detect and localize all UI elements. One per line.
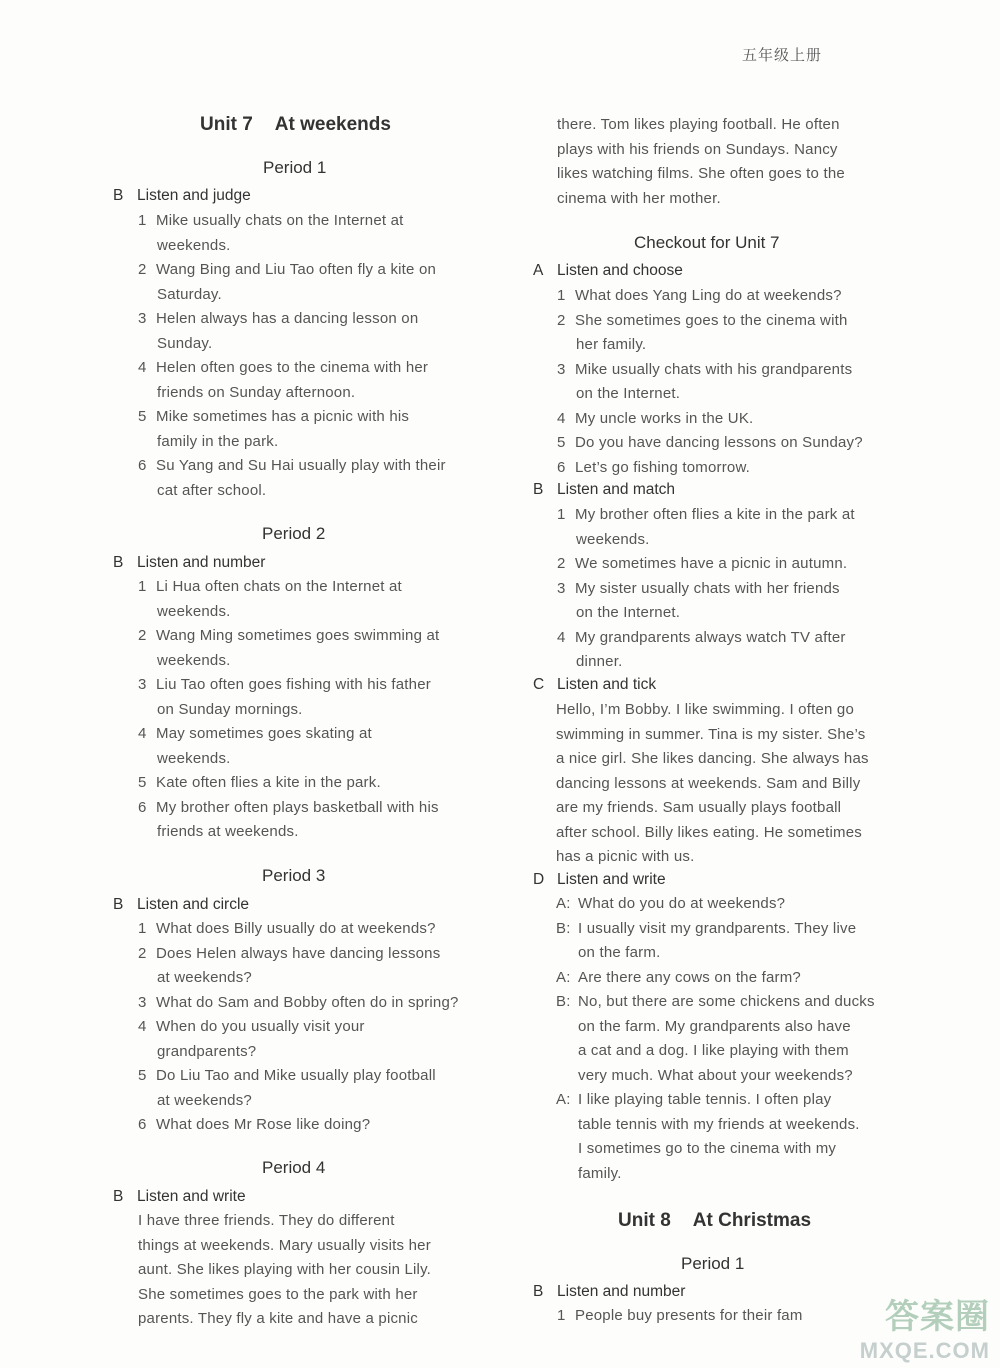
passage-line (556, 726, 865, 743)
section-title: Listen and judge (137, 187, 251, 204)
line-text: My brother often flies a kite in the park at (575, 506, 855, 523)
list-item (557, 459, 750, 476)
watermark-site: MXQE.COM (859, 1338, 990, 1363)
list-item (138, 578, 402, 595)
item-number: 4 (557, 409, 566, 427)
item-number: 2 (138, 261, 147, 278)
list-item-continuation (157, 652, 231, 669)
section-letter: B (113, 1188, 124, 1205)
unit7-title (200, 114, 391, 136)
list-item-continuation (576, 385, 680, 402)
list-item (557, 361, 852, 378)
item-number: 3 (138, 310, 147, 327)
line-text: parents. They fly a kite and have a picnic (138, 1310, 418, 1327)
list-item (138, 457, 446, 474)
section-heading (113, 554, 265, 572)
line-text: May sometimes goes skating at (156, 725, 372, 742)
item-number: 1 (557, 1307, 566, 1324)
unit8-number: Unit 8 (618, 1210, 671, 1231)
section-letter: B (113, 896, 124, 913)
list-item (557, 287, 842, 304)
passage-line (138, 1286, 418, 1303)
line-text: My sister usually chats with her friends (575, 579, 840, 597)
item-number: 5 (557, 434, 566, 451)
item-number: 1 (138, 920, 147, 937)
list-item (138, 1067, 436, 1084)
line-text: What does Billy usually do at weekends? (156, 920, 436, 937)
line-text: What do Sam and Bobby often do in spring? (156, 993, 459, 1011)
line-text: What do you do at weekends? (578, 895, 786, 912)
passage-line (556, 848, 694, 865)
unit8-name: At Christmas (692, 1210, 812, 1231)
dialog-continuation (578, 1018, 851, 1035)
list-item (557, 1307, 803, 1324)
item-number: 4 (557, 628, 566, 646)
item-number: 3 (557, 360, 566, 378)
section-heading (533, 676, 656, 694)
item-number: 3 (557, 579, 566, 597)
line-text: She sometimes goes to the cinema with (575, 311, 848, 329)
item-number: 2 (138, 944, 147, 962)
list-item (138, 994, 459, 1011)
passage-line (138, 1310, 418, 1327)
section-heading (533, 262, 683, 280)
list-item-continuation (157, 701, 303, 718)
line-text: Li Hua often chats on the Internet at (156, 578, 402, 595)
list-item-continuation (157, 603, 231, 620)
line-text: Liu Tao often goes fishing with his father (156, 676, 431, 693)
item-number: 4 (138, 1018, 147, 1035)
line-text: grandparents? (157, 1042, 257, 1060)
line-text: Mike usually chats with his grandparents (575, 360, 853, 378)
item-number: 5 (138, 1067, 147, 1084)
line-text: Wang Bing and Liu Tao often fly a kite on (156, 261, 437, 278)
item-number: 4 (138, 725, 147, 742)
section-letter: B (533, 481, 544, 498)
list-item-continuation (157, 433, 278, 450)
list-item (557, 629, 846, 646)
dialog-line (556, 920, 856, 937)
item-number: 2 (557, 555, 566, 572)
line-text: on Sunday mornings. (157, 700, 303, 718)
period3-heading: Period 3 (262, 866, 326, 885)
site-watermark (860, 1289, 990, 1364)
list-item (557, 506, 855, 523)
line-text: swimming in summer. Tina is my sister. She’s (556, 725, 866, 743)
line-text: plays with his friends on Sundays. Nancy (557, 140, 838, 158)
speaker-label: A: (556, 895, 571, 912)
list-item (138, 359, 428, 376)
line-text: I sometimes go to the cinema with my (578, 1140, 837, 1157)
passage-line (138, 1261, 431, 1278)
line-text: weekends. (157, 651, 231, 669)
line-text: Are there any cows on the farm? (578, 968, 801, 986)
list-item-continuation (157, 335, 212, 352)
line-text: friends on Sunday afternoon. (157, 383, 356, 401)
section-title: Listen and tick (557, 676, 657, 693)
item-number: 5 (138, 774, 147, 791)
section-title: Listen and write (137, 1188, 246, 1205)
u8-period1-heading: Period 1 (681, 1254, 745, 1273)
passage-line (557, 190, 721, 207)
dialog-line (556, 969, 801, 986)
line-text: Mike usually chats on the Internet at (156, 212, 404, 229)
line-text: Does Helen always have dancing lessons (156, 944, 441, 962)
section-heading (113, 1188, 246, 1206)
dialog-continuation (578, 1165, 622, 1182)
passage-line (557, 141, 838, 158)
line-text: family. (578, 1164, 622, 1182)
line-text: cinema with her mother. (557, 189, 721, 207)
grade-label: 五年级上册 (742, 47, 823, 64)
speaker-label: B: (556, 919, 571, 937)
item-number: 4 (138, 359, 147, 376)
passage-line (556, 799, 841, 816)
list-item (138, 408, 409, 425)
section-letter: B (113, 554, 124, 571)
line-text: Do you have dancing lessons on Sunday? (575, 434, 863, 451)
item-number: 3 (138, 676, 147, 693)
line-text: Do Liu Tao and Mike usually play football (156, 1067, 436, 1084)
list-item-continuation (576, 531, 650, 548)
passage-line (557, 165, 845, 182)
line-text: on the farm. My grandparents also have (578, 1017, 851, 1035)
list-item-continuation (576, 653, 622, 670)
line-text: What does Yang Ling do at weekends? (575, 287, 842, 304)
line-text: Wang Ming sometimes goes swimming at (156, 627, 440, 644)
section-title: Listen and choose (557, 262, 683, 279)
line-text: her family. (576, 336, 647, 353)
item-number: 1 (557, 287, 566, 304)
checkout-heading: Checkout for Unit 7 (634, 233, 780, 252)
line-text: Saturday. (157, 285, 222, 303)
list-item (138, 1116, 370, 1133)
item-number: 1 (138, 212, 147, 229)
list-item-continuation (576, 336, 646, 353)
section-letter: A (533, 262, 544, 279)
list-item-continuation (157, 750, 231, 767)
line-text: at weekends? (157, 1091, 252, 1109)
line-text: table tennis with my friends at weekends. (578, 1115, 860, 1133)
list-item (557, 555, 847, 572)
line-text: aunt. She likes playing with her cousin Lily. (138, 1261, 432, 1278)
section-title: Listen and number (557, 1283, 686, 1300)
item-number: 2 (557, 311, 566, 329)
line-text: weekends. (576, 530, 650, 548)
line-text: things at weekends. Mary usually visits her (138, 1236, 431, 1254)
watermark-logo: 答案圈 (885, 1298, 990, 1336)
list-item (557, 580, 840, 597)
list-item (138, 212, 404, 229)
speaker-label: A: (556, 968, 571, 986)
line-text: friends at weekends. (157, 823, 299, 840)
line-text: Helen always has a dancing lesson on (156, 310, 419, 327)
passage-line (556, 824, 862, 841)
line-text: on the Internet. (576, 604, 681, 621)
passage-line (138, 1237, 431, 1254)
section-letter: C (533, 676, 545, 693)
period4-heading: Period 4 (262, 1158, 326, 1177)
list-item (138, 920, 436, 937)
section-letter: D (533, 871, 545, 888)
dialog-line (556, 895, 785, 912)
item-number: 6 (138, 1116, 147, 1133)
unit8-title (618, 1210, 811, 1232)
section-title: Listen and circle (137, 896, 250, 913)
dialog-continuation (578, 1140, 836, 1157)
line-text: on the Internet. (576, 385, 681, 402)
unit7-name: At weekends (274, 114, 391, 135)
section-heading (533, 871, 666, 889)
list-item (138, 774, 381, 791)
line-text: Helen often goes to the cinema with her (156, 359, 429, 376)
list-item-continuation (157, 823, 299, 840)
passage-line (138, 1212, 395, 1229)
line-text: family in the park. (157, 432, 279, 450)
dialog-line (556, 1091, 831, 1108)
line-text: very much. What about your weekends? (578, 1066, 853, 1084)
line-text: at weekends? (157, 969, 252, 986)
line-text: Let’s go fishing tomorrow. (575, 458, 751, 476)
list-item (138, 799, 439, 816)
list-item (138, 945, 440, 962)
passage-line (556, 701, 854, 718)
item-number: 6 (138, 798, 147, 816)
line-text: dancing lessons at weekends. Sam and Billy (556, 774, 861, 792)
line-text: Kate often flies a kite in the park. (156, 774, 381, 791)
line-text: Sunday. (157, 334, 213, 352)
line-text: likes watching films. She often goes to the (557, 165, 845, 182)
passage-line (556, 775, 860, 792)
dialog-continuation (578, 944, 660, 961)
speaker-label: B: (556, 993, 571, 1010)
item-number: 3 (138, 993, 147, 1011)
line-text: weekends. (157, 602, 231, 620)
list-item (138, 725, 372, 742)
section-title: Listen and match (557, 481, 676, 498)
line-text: are my friends. Sam usually plays football (556, 799, 842, 816)
passage-line (556, 750, 869, 767)
line-text: Su Yang and Su Hai usually play with their (156, 457, 446, 474)
line-text: No, but there are some chickens and ducks (578, 993, 875, 1010)
line-text: after school. Billy likes eating. He sometimes (556, 823, 862, 841)
line-text: What does Mr Rose like doing? (156, 1116, 371, 1133)
section-heading (113, 187, 251, 205)
period2-heading: Period 2 (262, 524, 326, 543)
section-title: Listen and write (557, 871, 666, 888)
list-item-continuation (157, 1092, 252, 1109)
dialog-line (556, 993, 875, 1010)
line-text: on the farm. (578, 944, 661, 961)
line-text: When do you usually visit your (156, 1018, 365, 1035)
line-text: dinner. (576, 653, 623, 670)
line-text: Mike sometimes has a picnic with his (156, 408, 410, 425)
list-item (557, 434, 863, 451)
line-text: has a picnic with us. (556, 848, 695, 865)
section-heading (113, 896, 249, 914)
line-text: She sometimes goes to the park with her (138, 1285, 418, 1303)
item-number: 1 (557, 506, 566, 523)
item-number: 6 (557, 458, 566, 476)
line-text: I have three friends. They do different (138, 1212, 395, 1229)
section-title: Listen and number (137, 554, 266, 571)
section-letter: B (113, 187, 124, 204)
list-item (138, 261, 436, 278)
line-text: We sometimes have a picnic in autumn. (575, 555, 848, 572)
speaker-label: A: (556, 1091, 571, 1108)
list-item-continuation (157, 286, 222, 303)
line-text: My grandparents always watch TV after (575, 628, 846, 646)
period1-heading: Period 1 (263, 158, 327, 177)
list-item-continuation (157, 482, 266, 499)
line-text: a cat and a dog. I like playing with them (578, 1042, 849, 1059)
list-item (557, 312, 848, 329)
section-letter: B (533, 1283, 544, 1300)
line-text: My uncle works in the UK. (575, 409, 754, 427)
item-number: 2 (138, 627, 147, 644)
line-text: a nice girl. She likes dancing. She always has (556, 750, 869, 767)
line-text: I like playing table tennis. I often play (578, 1091, 832, 1108)
item-number: 6 (138, 457, 147, 474)
dialog-continuation (578, 1067, 853, 1084)
list-item (557, 410, 753, 427)
line-text: My brother often plays basketball with his (156, 798, 439, 816)
section-heading (533, 1283, 685, 1301)
list-item-continuation (157, 969, 252, 986)
list-item-continuation (157, 237, 231, 254)
list-item-continuation (157, 1043, 256, 1060)
list-item (138, 627, 439, 644)
dialog-continuation (578, 1042, 849, 1059)
unit7-number: Unit 7 (200, 114, 253, 135)
line-text: I usually visit my grandparents. They live (578, 919, 857, 937)
line-text: cat after school. (157, 481, 267, 499)
item-number: 5 (138, 408, 147, 425)
dialog-continuation (578, 1116, 860, 1133)
line-text: there. Tom likes playing football. He often (557, 116, 840, 133)
line-text: weekends. (157, 236, 231, 254)
line-text: People buy presents for their fam (575, 1307, 803, 1324)
item-number: 1 (138, 578, 147, 595)
list-item (138, 676, 431, 693)
line-text: weekends. (157, 749, 231, 767)
list-item (138, 1018, 365, 1035)
line-text: Hello, I’m Bobby. I like swimming. I often go (556, 701, 854, 718)
list-item-continuation (157, 384, 355, 401)
list-item-continuation (576, 604, 680, 621)
list-item (138, 310, 418, 327)
section-heading (533, 481, 675, 499)
passage-line (557, 116, 840, 133)
